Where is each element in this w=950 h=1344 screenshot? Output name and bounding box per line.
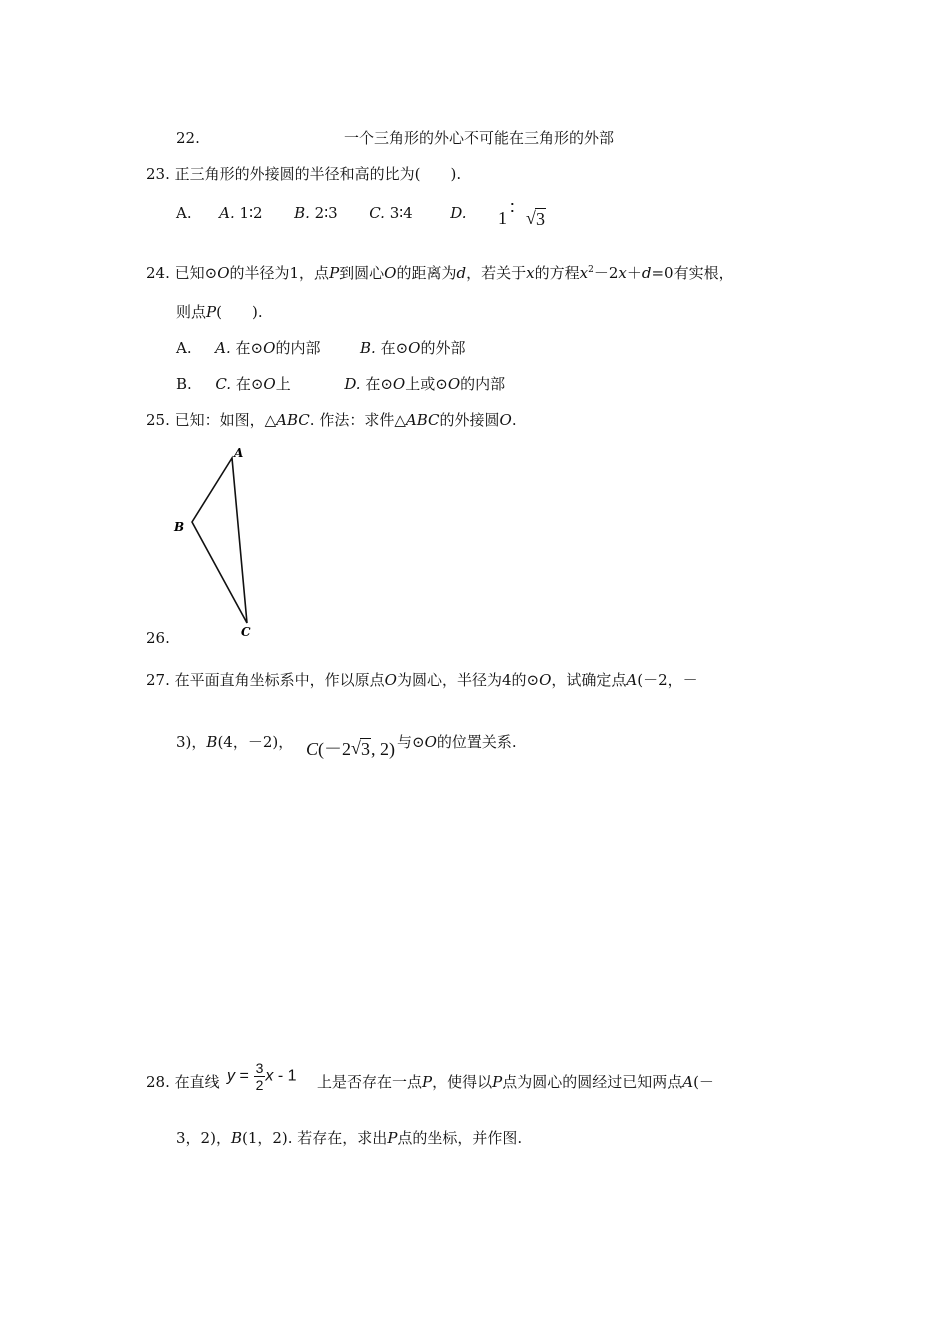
q28-equals: =: [235, 1067, 249, 1085]
q24-text-g: －2: [593, 264, 619, 282]
q24-option-a-text: 在⊙: [230, 339, 264, 357]
q25-var-o: O: [499, 411, 512, 429]
q27-text-d: (－2，－: [637, 671, 698, 689]
q24-row-a: [176, 338, 465, 358]
q28-var-p1: P: [422, 1073, 433, 1091]
q24-option-a-o: O: [263, 339, 276, 357]
q24-var-p2: P: [206, 303, 217, 321]
triangle-abc-figure: [168, 440, 268, 645]
q24-var-d2: d: [641, 264, 652, 282]
q24-text-f: 的方程: [534, 264, 580, 282]
q27-line2-tail: [397, 732, 517, 752]
q24-option-b-o: O: [408, 339, 421, 357]
q28-line-equation: [227, 1060, 297, 1093]
q28-line2-b: (1，2). 若存在，求出: [241, 1129, 388, 1147]
q27-var-c: C: [306, 739, 319, 759]
q27-point-c: C(－2 √ 3, 2): [306, 738, 396, 759]
q25-stem: [146, 410, 517, 430]
q26-number: 26.: [146, 629, 170, 647]
q24-row-b-prefix: B.: [176, 375, 192, 393]
q28-text-e: (－: [693, 1073, 714, 1091]
q24-option-c-letter: C.: [215, 375, 232, 393]
vertex-label-b: B: [174, 520, 185, 534]
q23-options: [176, 203, 467, 223]
q28-line2-c: 点的坐标，并作图.: [397, 1129, 523, 1147]
q28-line2: [176, 1128, 522, 1148]
q23-option-d-colon: ∶: [510, 198, 515, 218]
q23-option-d-sqrt: √ 3: [526, 208, 545, 229]
q27-point-c-b: , 2): [371, 739, 396, 759]
q22-number: 22.: [176, 129, 200, 147]
q23-option-b-text: 2∶3: [309, 204, 338, 222]
q28-var-x: x: [265, 1067, 274, 1085]
q24-option-d-tail: 的内部: [460, 375, 506, 393]
q24-text-a: 24. 已知⊙: [146, 264, 218, 282]
q24-var-d1: d: [456, 264, 467, 282]
q24-var-o2: O: [384, 264, 397, 282]
q28-line2-a: 3，2)，: [176, 1129, 231, 1147]
q28-var-p2: P: [492, 1073, 503, 1091]
q24-text-c: 到圆心: [339, 264, 385, 282]
q27-var-a: A: [626, 671, 638, 689]
q24-option-d-o: O: [392, 375, 406, 393]
q25-var-abc2: ABC: [405, 411, 440, 429]
q28-var-a: A: [682, 1073, 694, 1091]
q27-var-b: B: [206, 733, 218, 751]
q27-var-o3: O: [424, 733, 437, 751]
vertex-label-c: C: [241, 625, 251, 639]
q27-var-o2: O: [539, 671, 552, 689]
q27-point-c-a: (－2: [318, 739, 352, 759]
q24-line2-b: ( ).: [216, 303, 263, 321]
q24-line2: [176, 302, 263, 322]
q23-option-b-letter: B.: [294, 204, 310, 222]
q25-text-c: 的外接圆: [439, 411, 500, 429]
q28-var-p3: P: [387, 1129, 398, 1147]
q23-option-d-letter: D.: [450, 204, 467, 222]
q24-option-d-text: 在⊙: [360, 375, 393, 393]
q24-text-h: ＋: [626, 264, 642, 282]
q24-option-c-tail: 上: [275, 375, 291, 393]
q24-row-a-prefix: A.: [176, 339, 192, 357]
triangle-abc: [192, 458, 247, 623]
q23-option-c-text: 3∶4: [384, 204, 413, 222]
q24-text-i: =0有实根，: [651, 264, 734, 282]
q28-fraction-denominator: 2: [255, 1077, 264, 1093]
q24-row-b: [176, 374, 505, 394]
q24-option-d-o2: O: [447, 375, 461, 393]
vertex-label-a: A: [234, 446, 244, 460]
q24-option-a-tail: 的内部: [275, 339, 321, 357]
q25-text-b: . 作法：求件△: [309, 411, 406, 429]
q28-stem-tail: [317, 1072, 714, 1092]
q27-var-o1: O: [384, 671, 397, 689]
q28-var-b: B: [230, 1129, 242, 1147]
q23-option-a-letter: A.: [219, 204, 235, 222]
q24-option-d-mid: 上或⊙: [405, 375, 448, 393]
q27-line2-c: 与⊙: [397, 733, 425, 751]
q27-line2-a: 3)，: [176, 733, 207, 751]
q24-var-o1: O: [217, 264, 230, 282]
q24-text-e: ，若关于: [466, 264, 527, 282]
q27-text-a: 27. 在平面直角坐标系中，作以原点: [146, 671, 385, 689]
q24-option-b-tail: 的外部: [420, 339, 466, 357]
q28-text-b: 上是否存在一点: [317, 1073, 423, 1091]
q23-option-d-radicand: 3: [536, 209, 545, 229]
q28-label: 28. 在直线: [146, 1073, 220, 1091]
q24-var-p1: P: [329, 264, 340, 282]
q24-option-b-text: 在⊙: [375, 339, 409, 357]
q25-text-d: .: [511, 411, 517, 429]
q24-option-b-letter: B.: [360, 339, 376, 357]
q27-stem: [146, 670, 698, 690]
q24-exponent: 2: [588, 265, 594, 275]
q28-minus-one: - 1: [273, 1067, 297, 1085]
q24-var-x1: x: [526, 264, 535, 282]
q28-fraction: [254, 1060, 266, 1093]
q28-var-y: y: [227, 1067, 235, 1085]
q27-text-c: ，试确定点: [551, 671, 627, 689]
q23-option-d-one: 1: [498, 208, 507, 228]
q24-text-b: 的半径为1，点: [229, 264, 330, 282]
q23-option-a-text: 1∶2: [234, 204, 263, 222]
q23-option-d-value: [498, 208, 507, 228]
q27-point-c-radicand: 3: [361, 739, 371, 759]
q24-option-a-letter: A.: [215, 339, 231, 357]
q27-line2-d: 的位置关系.: [436, 733, 517, 751]
q24-var-x2: x: [579, 264, 589, 282]
q27-text-b: 为圆心，半径为4的⊙: [396, 671, 540, 689]
q23-stem: 23. 正三角形的外接圆的半径和高的比为( ).: [146, 165, 462, 183]
q24-option-c-o: O: [263, 375, 276, 393]
q23-option-prefix: A.: [176, 204, 192, 222]
q24-text-d: 的距离为: [396, 264, 457, 282]
q28-text-c: ，使得以: [432, 1073, 493, 1091]
q24-option-d-letter: D.: [344, 375, 361, 393]
q23-option-c-letter: C.: [369, 204, 385, 222]
q28-fraction-numerator: 3: [255, 1060, 264, 1076]
q24-option-c-text: 在⊙: [231, 375, 264, 393]
q27-line2-b: (4，－2)，: [217, 733, 294, 751]
q22-text: 一个三角形的外心不可能在三角形的外部: [344, 129, 615, 147]
q24-var-x3: x: [618, 264, 627, 282]
q25-var-abc1: ABC: [276, 411, 310, 429]
q24-stem: [146, 260, 734, 283]
q27-line2: [176, 732, 293, 752]
q24-line2-a: 则点: [176, 303, 207, 321]
q25-text-a: 25. 已知：如图，△: [146, 411, 277, 429]
q28-text-d: 点为圆心的圆经过已知两点: [502, 1073, 683, 1091]
